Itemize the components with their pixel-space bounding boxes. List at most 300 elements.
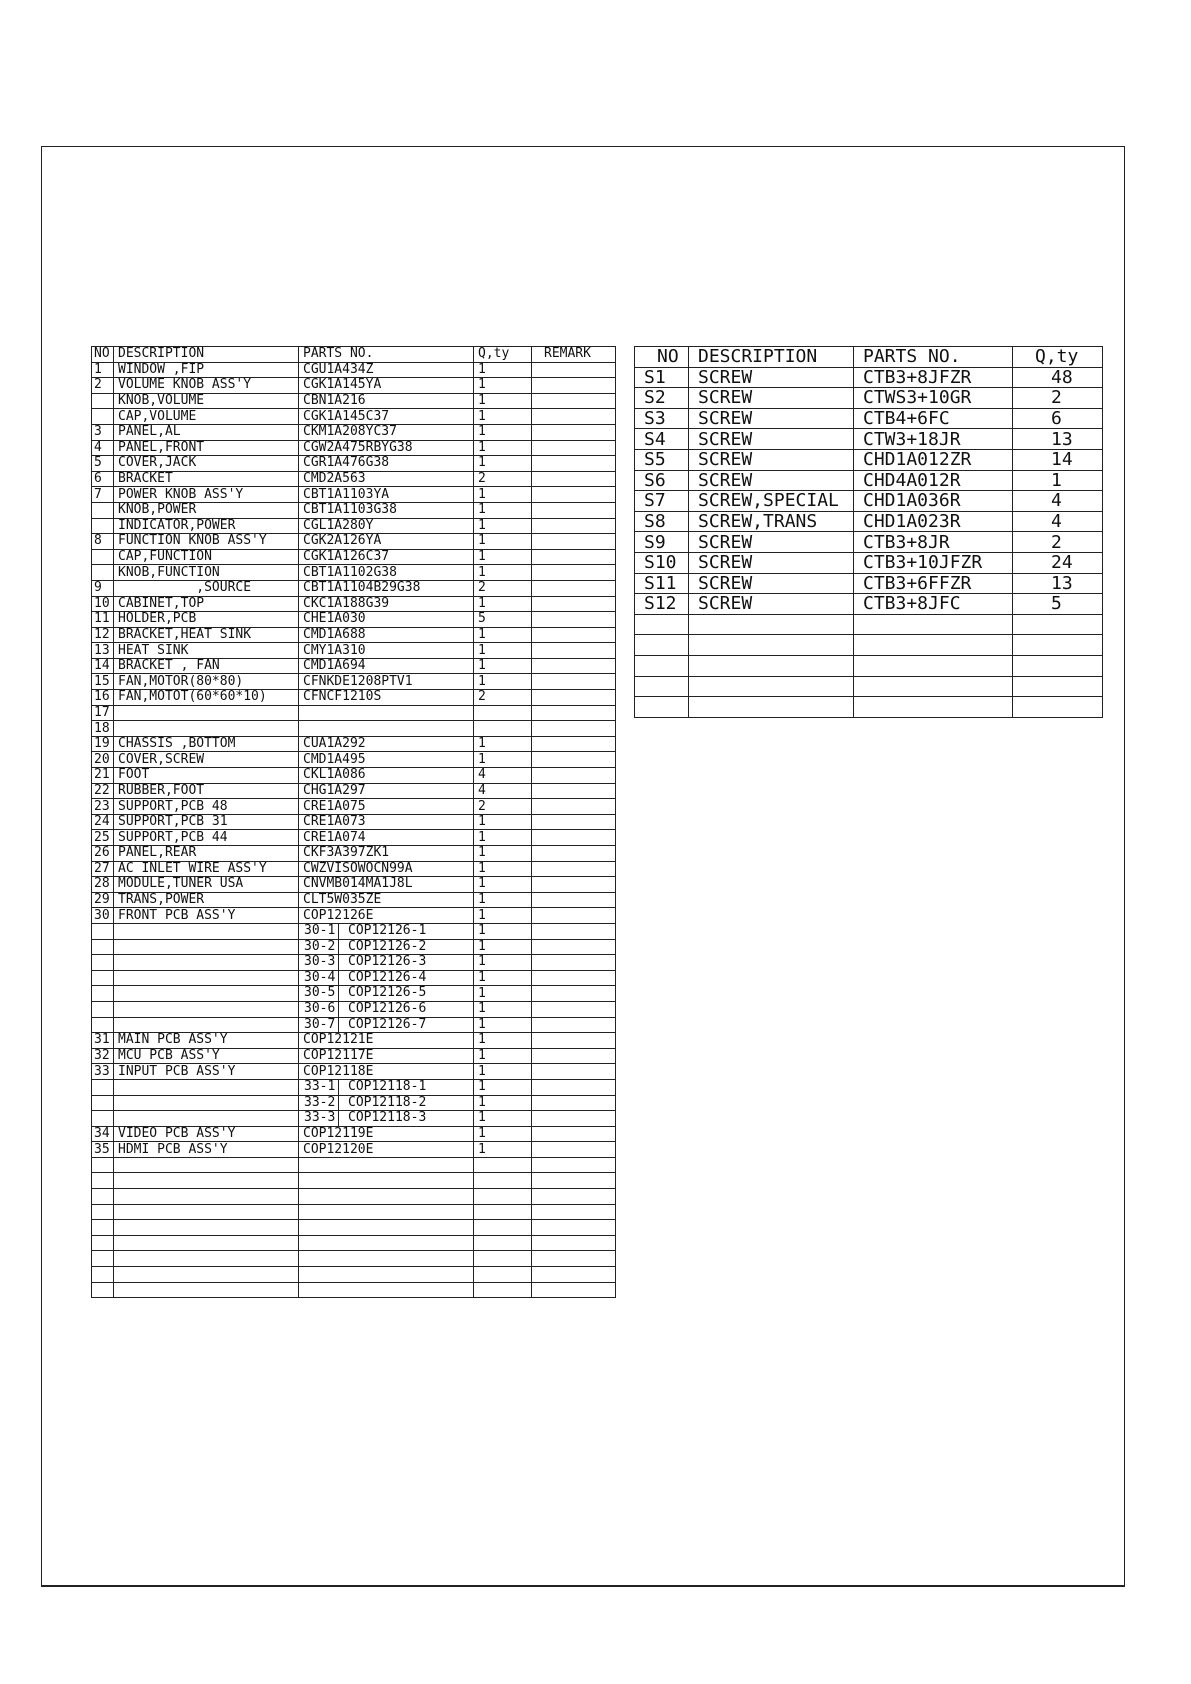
row-parts-no: CGK2A126YA bbox=[299, 534, 474, 550]
row-remark bbox=[532, 1033, 616, 1049]
table-row bbox=[92, 596, 616, 612]
row-parts-no: CMY1A310 bbox=[299, 643, 474, 659]
screw-description: SCREW bbox=[689, 449, 854, 470]
row-description: BRACKET bbox=[114, 471, 299, 487]
table-row bbox=[92, 627, 616, 643]
row-remark bbox=[532, 549, 616, 565]
row-description bbox=[114, 923, 299, 939]
sub-part-cell bbox=[299, 1017, 474, 1033]
row-qty: 2 bbox=[474, 690, 532, 706]
screw-parts-no: CTB3+8JR bbox=[854, 532, 1013, 553]
row-description: BRACKET,HEAT SINK bbox=[114, 627, 299, 643]
blank-row bbox=[92, 1282, 616, 1298]
blank-cell bbox=[1013, 635, 1103, 656]
row-description bbox=[114, 939, 299, 955]
blank-cell bbox=[635, 655, 689, 676]
table-row bbox=[92, 986, 616, 1002]
row-qty: 1 bbox=[474, 534, 532, 550]
table-row bbox=[92, 923, 616, 939]
row-qty: 1 bbox=[474, 502, 532, 518]
row-remark bbox=[532, 456, 616, 472]
row-remark bbox=[532, 1064, 616, 1080]
row-parts-no: CGK1A126C37 bbox=[299, 549, 474, 565]
table-row bbox=[92, 970, 616, 986]
row-remark bbox=[532, 736, 616, 752]
screw-no: S10 bbox=[635, 552, 689, 573]
row-remark bbox=[532, 627, 616, 643]
screw-description: SCREW bbox=[689, 470, 854, 491]
table-row bbox=[92, 1033, 616, 1049]
row-qty: 1 bbox=[474, 1033, 532, 1049]
row-remark bbox=[532, 705, 616, 721]
row-description: PANEL,REAR bbox=[114, 846, 299, 862]
sub-part-no: 30-4 bbox=[299, 971, 339, 986]
row-description: PANEL,AL bbox=[114, 424, 299, 440]
blank-cell bbox=[474, 1282, 532, 1298]
table-row bbox=[92, 487, 616, 503]
row-remark bbox=[532, 674, 616, 690]
row-no: 28 bbox=[92, 877, 114, 893]
screw-row bbox=[635, 532, 1103, 553]
row-remark bbox=[532, 596, 616, 612]
row-remark bbox=[532, 814, 616, 830]
row-parts-no: CNVMB014MA1J8L bbox=[299, 877, 474, 893]
row-no: 19 bbox=[92, 736, 114, 752]
blank-cell bbox=[114, 1251, 299, 1267]
row-description: INDICATOR,POWER bbox=[114, 518, 299, 534]
row-qty: 2 bbox=[474, 799, 532, 815]
blank-cell bbox=[689, 697, 854, 718]
row-qty: 1 bbox=[474, 892, 532, 908]
screw-list-header-row bbox=[635, 347, 1103, 368]
row-parts-no: COP12121E bbox=[299, 1033, 474, 1049]
row-remark bbox=[532, 378, 616, 394]
screw-no: S6 bbox=[635, 470, 689, 491]
blank-cell bbox=[532, 1220, 616, 1236]
row-remark bbox=[532, 1048, 616, 1064]
row-no: 35 bbox=[92, 1142, 114, 1158]
sub-part-no: 33-3 bbox=[299, 1111, 339, 1126]
table-row bbox=[92, 378, 616, 394]
row-qty: 1 bbox=[474, 908, 532, 924]
screw-parts-no: CHD4A012R bbox=[854, 470, 1013, 491]
sub-part-cell bbox=[299, 986, 474, 1002]
row-remark bbox=[532, 830, 616, 846]
blank-cell bbox=[92, 1282, 114, 1298]
row-remark bbox=[532, 658, 616, 674]
row-qty: 5 bbox=[474, 612, 532, 628]
header-qty: Q,ty bbox=[474, 347, 532, 363]
row-no: 2 bbox=[92, 378, 114, 394]
row-no: 20 bbox=[92, 752, 114, 768]
row-no bbox=[92, 939, 114, 955]
row-no bbox=[92, 518, 114, 534]
row-parts-no: CBT1A1103YA bbox=[299, 487, 474, 503]
screw-no: S12 bbox=[635, 594, 689, 615]
row-qty: 1 bbox=[474, 736, 532, 752]
row-qty: 1 bbox=[474, 643, 532, 659]
row-qty: 1 bbox=[474, 830, 532, 846]
blank-cell bbox=[114, 1235, 299, 1251]
screw-no: S4 bbox=[635, 429, 689, 450]
table-row bbox=[92, 846, 616, 862]
screw-qty: 13 bbox=[1013, 573, 1103, 594]
row-description: POWER KNOB ASS'Y bbox=[114, 487, 299, 503]
sub-part-wrap bbox=[299, 924, 473, 939]
sub-part-number: COP12126-7 bbox=[348, 1017, 427, 1032]
screw-no: S2 bbox=[635, 388, 689, 409]
blank-cell bbox=[854, 635, 1013, 656]
row-description bbox=[114, 721, 299, 737]
blank-cell bbox=[635, 697, 689, 718]
screw-qty: 1 bbox=[1013, 470, 1103, 491]
row-no: 27 bbox=[92, 861, 114, 877]
row-remark bbox=[532, 362, 616, 378]
blank-cell bbox=[92, 1267, 114, 1283]
row-remark bbox=[532, 861, 616, 877]
row-parts-no: COP12118E bbox=[299, 1064, 474, 1080]
row-description: HOLDER,PCB bbox=[114, 612, 299, 628]
screw-description: SCREW bbox=[689, 388, 854, 409]
row-description: MCU PCB ASS'Y bbox=[114, 1048, 299, 1064]
row-description bbox=[114, 970, 299, 986]
row-parts-no: CGU1A434Z bbox=[299, 362, 474, 378]
row-description: COVER,JACK bbox=[114, 456, 299, 472]
row-qty: 1 bbox=[474, 939, 532, 955]
row-parts-no: CKC1A188G39 bbox=[299, 596, 474, 612]
row-no: 24 bbox=[92, 814, 114, 830]
table-row bbox=[92, 1048, 616, 1064]
row-parts-no: CKL1A086 bbox=[299, 768, 474, 784]
row-qty: 1 bbox=[474, 861, 532, 877]
sub-part-no: 30-2 bbox=[299, 940, 339, 955]
row-no bbox=[92, 393, 114, 409]
blank-cell bbox=[854, 655, 1013, 676]
row-parts-no: CBN1A216 bbox=[299, 393, 474, 409]
row-remark bbox=[532, 1079, 616, 1095]
screw-row bbox=[635, 552, 1103, 573]
row-remark bbox=[532, 768, 616, 784]
row-parts-no: CGL1A280Y bbox=[299, 518, 474, 534]
row-no: 23 bbox=[92, 799, 114, 815]
blank-cell bbox=[114, 1189, 299, 1205]
table-row bbox=[92, 752, 616, 768]
row-no: 7 bbox=[92, 487, 114, 503]
row-remark bbox=[532, 939, 616, 955]
sub-part-wrap bbox=[299, 1018, 473, 1033]
blank-cell bbox=[114, 1282, 299, 1298]
row-no: 21 bbox=[92, 768, 114, 784]
screw-row bbox=[635, 573, 1103, 594]
row-no bbox=[92, 549, 114, 565]
table-row bbox=[92, 612, 616, 628]
row-parts-no: CRE1A075 bbox=[299, 799, 474, 815]
screw-list-body bbox=[635, 367, 1103, 717]
table-row bbox=[92, 1142, 616, 1158]
row-parts-no: CMD2A563 bbox=[299, 471, 474, 487]
screw-no: S5 bbox=[635, 449, 689, 470]
row-remark bbox=[532, 752, 616, 768]
row-qty: 1 bbox=[474, 923, 532, 939]
blank-cell bbox=[689, 676, 854, 697]
blank-cell bbox=[474, 1189, 532, 1205]
row-remark bbox=[532, 1001, 616, 1017]
screw-description: SCREW,TRANS bbox=[689, 511, 854, 532]
row-parts-no: CFNKDE1208PTV1 bbox=[299, 674, 474, 690]
sub-part-number: COP12126-2 bbox=[348, 939, 427, 954]
row-no: 15 bbox=[92, 674, 114, 690]
row-qty: 1 bbox=[474, 658, 532, 674]
row-remark bbox=[532, 923, 616, 939]
screw-description: SCREW,SPECIAL bbox=[689, 491, 854, 512]
table-row bbox=[92, 908, 616, 924]
sub-part-wrap bbox=[299, 1002, 473, 1017]
screw-description: SCREW bbox=[689, 552, 854, 573]
row-no: 33 bbox=[92, 1064, 114, 1080]
row-parts-no: CWZVISOWOCN99A bbox=[299, 861, 474, 877]
blank-row bbox=[92, 1220, 616, 1236]
row-parts-no bbox=[299, 721, 474, 737]
row-qty: 4 bbox=[474, 768, 532, 784]
row-remark bbox=[532, 1142, 616, 1158]
screw-no: S7 bbox=[635, 491, 689, 512]
sub-part-cell bbox=[299, 1079, 474, 1095]
row-no bbox=[92, 955, 114, 971]
row-remark bbox=[532, 970, 616, 986]
screw-description: SCREW bbox=[689, 573, 854, 594]
table-row bbox=[92, 1079, 616, 1095]
table-row bbox=[92, 877, 616, 893]
row-qty: 1 bbox=[474, 1048, 532, 1064]
blank-cell bbox=[92, 1251, 114, 1267]
parts-list-table bbox=[91, 346, 616, 1298]
screw-row bbox=[635, 511, 1103, 532]
row-remark bbox=[532, 612, 616, 628]
sub-part-no: 33-1 bbox=[299, 1080, 339, 1095]
blank-cell bbox=[92, 1235, 114, 1251]
row-remark bbox=[532, 1126, 616, 1142]
blank-cell bbox=[474, 1157, 532, 1173]
table-row bbox=[92, 643, 616, 659]
row-no: 3 bbox=[92, 424, 114, 440]
table-row bbox=[92, 409, 616, 425]
screw-header-description: DESCRIPTION bbox=[689, 347, 854, 368]
row-qty: 1 bbox=[474, 1001, 532, 1017]
screw-header-qty: Q,ty bbox=[1013, 347, 1103, 368]
row-qty: 1 bbox=[474, 1064, 532, 1080]
row-qty: 1 bbox=[474, 393, 532, 409]
screw-header-parts-no: PARTS NO. bbox=[854, 347, 1013, 368]
screw-parts-no: CHD1A023R bbox=[854, 511, 1013, 532]
row-parts-no: CLT5W035ZE bbox=[299, 892, 474, 908]
row-remark bbox=[532, 799, 616, 815]
blank-cell bbox=[689, 635, 854, 656]
blank-cell bbox=[532, 1173, 616, 1189]
sub-part-number: COP12126-5 bbox=[348, 985, 427, 1001]
row-remark bbox=[532, 892, 616, 908]
blank-cell bbox=[532, 1282, 616, 1298]
blank-cell bbox=[92, 1220, 114, 1236]
row-description bbox=[114, 1017, 299, 1033]
table-row bbox=[92, 814, 616, 830]
blank-cell bbox=[114, 1157, 299, 1173]
table-row bbox=[92, 705, 616, 721]
row-no: 25 bbox=[92, 830, 114, 846]
row-no: 26 bbox=[92, 846, 114, 862]
row-qty: 1 bbox=[474, 456, 532, 472]
blank-cell bbox=[689, 655, 854, 676]
row-description: WINDOW ,FIP bbox=[114, 362, 299, 378]
screw-row bbox=[635, 449, 1103, 470]
row-no bbox=[92, 970, 114, 986]
blank-row bbox=[92, 1189, 616, 1205]
row-description bbox=[114, 1001, 299, 1017]
row-qty: 1 bbox=[474, 378, 532, 394]
row-no: 6 bbox=[92, 471, 114, 487]
blank-cell bbox=[532, 1251, 616, 1267]
row-description: FRONT PCB ASS'Y bbox=[114, 908, 299, 924]
screw-parts-no: CTB3+10JFZR bbox=[854, 552, 1013, 573]
row-description: CAP,VOLUME bbox=[114, 409, 299, 425]
row-description: BRACKET , FAN bbox=[114, 658, 299, 674]
row-remark bbox=[532, 1111, 616, 1127]
screw-description: SCREW bbox=[689, 408, 854, 429]
row-no: 11 bbox=[92, 612, 114, 628]
screw-row bbox=[635, 388, 1103, 409]
row-no bbox=[92, 923, 114, 939]
sub-part-no: 30-6 bbox=[299, 1002, 339, 1017]
blank-row bbox=[92, 1235, 616, 1251]
row-qty: 1 bbox=[474, 487, 532, 503]
row-qty bbox=[474, 705, 532, 721]
row-remark bbox=[532, 877, 616, 893]
row-parts-no: CGR1A476G38 bbox=[299, 456, 474, 472]
row-description: SUPPORT,PCB 48 bbox=[114, 799, 299, 815]
table-row bbox=[92, 736, 616, 752]
screw-parts-no: CTB3+8JFZR bbox=[854, 367, 1013, 388]
blank-cell bbox=[114, 1173, 299, 1189]
row-no bbox=[92, 986, 114, 1002]
sub-part-cell bbox=[299, 955, 474, 971]
row-no bbox=[92, 409, 114, 425]
row-qty: 1 bbox=[474, 549, 532, 565]
row-no: 9 bbox=[92, 580, 114, 596]
row-remark bbox=[532, 908, 616, 924]
blank-cell bbox=[532, 1235, 616, 1251]
sub-part-cell bbox=[299, 970, 474, 986]
row-parts-no: CBT1A1103G38 bbox=[299, 502, 474, 518]
blank-cell bbox=[114, 1267, 299, 1283]
row-description: INPUT PCB ASS'Y bbox=[114, 1064, 299, 1080]
row-remark bbox=[532, 1095, 616, 1111]
table-row bbox=[92, 1126, 616, 1142]
row-parts-no: CMD1A495 bbox=[299, 752, 474, 768]
blank-row bbox=[635, 676, 1103, 697]
row-no: 32 bbox=[92, 1048, 114, 1064]
screw-qty: 2 bbox=[1013, 388, 1103, 409]
row-remark bbox=[532, 955, 616, 971]
blank-cell bbox=[299, 1251, 474, 1267]
row-no: 34 bbox=[92, 1126, 114, 1142]
blank-cell bbox=[474, 1204, 532, 1220]
table-row bbox=[92, 955, 616, 971]
blank-cell bbox=[532, 1157, 616, 1173]
row-no: 31 bbox=[92, 1033, 114, 1049]
blank-row bbox=[92, 1267, 616, 1283]
table-row bbox=[92, 674, 616, 690]
row-no: 14 bbox=[92, 658, 114, 674]
row-description: VIDEO PCB ASS'Y bbox=[114, 1126, 299, 1142]
table-row bbox=[92, 518, 616, 534]
header-parts-no: PARTS NO. bbox=[299, 347, 474, 363]
sub-part-number: COP12118-1 bbox=[348, 1079, 427, 1094]
row-description: ,SOURCE bbox=[114, 580, 299, 596]
row-description: MAIN PCB ASS'Y bbox=[114, 1033, 299, 1049]
sub-part-wrap bbox=[299, 955, 473, 970]
table-row bbox=[92, 892, 616, 908]
row-remark bbox=[532, 721, 616, 737]
sub-part-wrap bbox=[299, 1111, 473, 1126]
row-description: KNOB,POWER bbox=[114, 502, 299, 518]
row-no: 18 bbox=[92, 721, 114, 737]
blank-cell bbox=[299, 1204, 474, 1220]
screw-qty: 5 bbox=[1013, 594, 1103, 615]
screw-qty: 6 bbox=[1013, 408, 1103, 429]
blank-row bbox=[635, 655, 1103, 676]
blank-cell bbox=[114, 1204, 299, 1220]
row-no bbox=[92, 565, 114, 581]
screw-qty: 4 bbox=[1013, 491, 1103, 512]
row-description: MODULE,TUNER USA bbox=[114, 877, 299, 893]
row-qty: 1 bbox=[474, 1017, 532, 1033]
row-description: PANEL,FRONT bbox=[114, 440, 299, 456]
row-qty: 2 bbox=[474, 471, 532, 487]
blank-row bbox=[92, 1204, 616, 1220]
row-no bbox=[92, 1001, 114, 1017]
sub-part-number: COP12118-2 bbox=[348, 1095, 427, 1110]
row-parts-no: COP12119E bbox=[299, 1126, 474, 1142]
row-qty: 1 bbox=[474, 955, 532, 971]
row-remark bbox=[532, 440, 616, 456]
row-description: VOLUME KNOB ASS'Y bbox=[114, 378, 299, 394]
row-qty: 1 bbox=[474, 674, 532, 690]
row-no: 8 bbox=[92, 534, 114, 550]
row-description: SUPPORT,PCB 31 bbox=[114, 814, 299, 830]
row-qty: 1 bbox=[474, 518, 532, 534]
row-no bbox=[92, 502, 114, 518]
row-qty: 1 bbox=[474, 986, 532, 1002]
screw-parts-no: CTWS3+10GR bbox=[854, 388, 1013, 409]
table-row bbox=[92, 502, 616, 518]
screw-no: S1 bbox=[635, 367, 689, 388]
row-description: KNOB,FUNCTION bbox=[114, 565, 299, 581]
screw-row bbox=[635, 594, 1103, 615]
row-remark bbox=[532, 986, 616, 1002]
blank-cell bbox=[1013, 697, 1103, 718]
row-description: RUBBER,FOOT bbox=[114, 783, 299, 799]
row-parts-no: CFNCF1210S bbox=[299, 690, 474, 706]
sub-part-wrap bbox=[299, 940, 473, 955]
blank-cell bbox=[299, 1235, 474, 1251]
table-row bbox=[92, 1001, 616, 1017]
row-description: FAN,MOTOR(80*80) bbox=[114, 674, 299, 690]
blank-cell bbox=[92, 1173, 114, 1189]
screw-header-no: NO bbox=[635, 347, 689, 368]
row-remark bbox=[532, 580, 616, 596]
row-description bbox=[114, 986, 299, 1002]
table-row bbox=[92, 534, 616, 550]
row-remark bbox=[532, 424, 616, 440]
